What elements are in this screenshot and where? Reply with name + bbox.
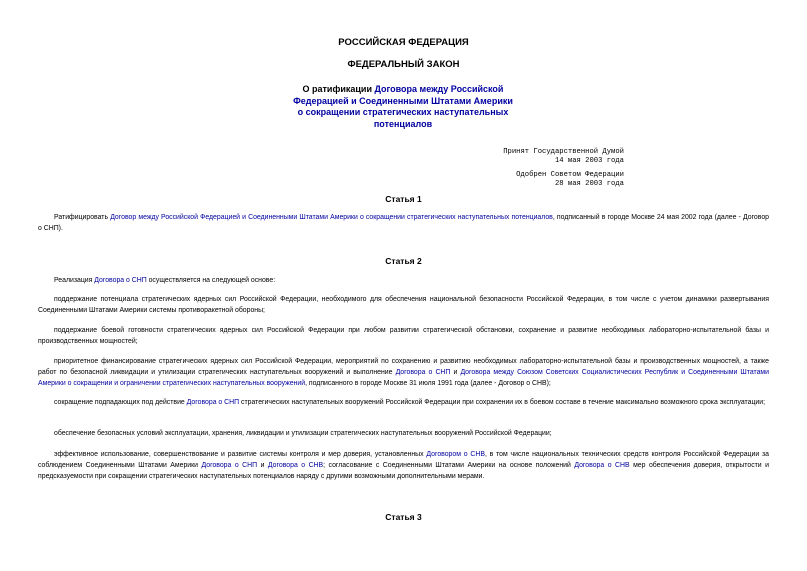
treaty-snv-link[interactable]: Договором о СНВ <box>426 451 485 458</box>
article-2-paragraph-2: поддержание потенциала стратегических ядерных сил Российской Федерации, необходимого для обеспечения национальной безопасности Российской Федерации, в том числе с учетом динамики развертывания Соединенными Штатами Америки системы противоракетной обороны; <box>38 296 769 315</box>
law-title-prefix: О ратификации <box>302 84 375 94</box>
law-title <box>290 84 516 130</box>
text: , подписанный в городе Москве 24 мая 2002 года (далее - Договор о СНП). <box>38 214 770 233</box>
country-heading: РОССИЙСКАЯ ФЕДЕРАЦИЯ <box>338 37 469 48</box>
text: осуществляется на следующей основе: <box>146 277 276 284</box>
article-2-paragraph-7 <box>38 449 769 483</box>
article-2-heading: Статья 2 <box>385 256 422 266</box>
article-1-heading: Статья 1 <box>385 194 422 204</box>
law-type-heading: ФЕДЕРАЛЬНЫЙ ЗАКОН <box>347 59 460 70</box>
treaty-snv-link[interactable]: Договора между Союзом Советских Социалистических Республик и Соединенными Штатами Америки о сокращении и ограничении стратегических наступательных вооружений <box>38 369 769 388</box>
duma-adoption-line: Принят Государственной Думой <box>503 148 624 156</box>
text: сокращение подпадающих под действие <box>54 399 187 406</box>
text: и <box>257 462 268 470</box>
text: Ратифицировать <box>54 214 111 221</box>
article-2-paragraph-4 <box>38 356 769 390</box>
treaty-snp-link[interactable]: Договора о СНП <box>186 399 240 406</box>
treaty-snp-link[interactable]: Договора о СНП <box>201 462 258 470</box>
treaty-snv-link[interactable]: Договора о СНВ <box>574 462 630 470</box>
text: , подписанного в городе Москве 31 июля 1991 года (далее - Договор о СНВ); <box>305 380 551 388</box>
text: эффективное использование, совершенствование и развитие системы контроля и мер доверия, установленных <box>54 451 427 458</box>
text: приоритетное финансирование стратегических ядерных сил Российской Федерации, мероприятий по сохранению и развитию необходимых лабораторно-испытательной базы и производственных мощностей, а также работ по безопасной ликвидации и утилизации стратегических наступательных вооружений и выполнение <box>38 358 769 377</box>
article-2-paragraph-3: поддержание боевой готовности стратегических ядерных сил Российской Федерации при любом развитии стратегической обстановки, сохранение и развитие необходимых лабораторно-испытательной базы и производственных мощностей; <box>38 327 769 346</box>
text: , в том числе национальных технических средств контроля Российской Федерации за соблюдением Соединенными Штатами Америки <box>38 451 769 470</box>
text: и <box>450 369 461 377</box>
treaty-snp-link[interactable]: Договор между Российской Федерацией и Соединенными Штатами Америки о сокращении стратегических наступательных потенциалов <box>110 214 553 221</box>
duma-adoption-note <box>420 148 624 165</box>
council-approval-line: Одобрен Советом Федерации <box>516 171 624 179</box>
article-2-paragraph-6: обеспечение безопасных условий эксплуатации, хранения, ликвидации и утилизации стратегических наступательных вооружений Российской Федерации; <box>54 430 552 437</box>
council-approval-date: 28 мая 2003 года <box>554 179 624 188</box>
article-1-paragraph <box>38 212 769 234</box>
text: ; согласование с Соединенными Штатами Америки на основе положений <box>323 462 575 470</box>
duma-adoption-date: 14 мая 2003 года <box>554 156 624 165</box>
article-3-heading: Статья 3 <box>385 512 422 522</box>
treaty-snv-link[interactable]: Договора о СНВ <box>267 462 324 470</box>
text: стратегических наступательных вооружений Российской Федерации при сохранении их в боевом составе в течение максимально возможного срока эксплуатации; <box>239 399 766 406</box>
article-2-paragraph-1 <box>38 275 769 286</box>
law-title-link[interactable]: Договора между Российской Федерацией и Соединенными Штатами Америки о сокращении стратегических наступательных потенциалов <box>293 84 513 129</box>
treaty-snp-link[interactable]: Договора о СНП <box>395 369 451 377</box>
article-2-paragraph-5 <box>38 397 769 408</box>
text: мер обеспечения доверия, открытости и предсказуемости при сокращении стратегических наступательных потенциалов наряду с другими возможными дополнительными мерами. <box>38 462 769 481</box>
council-approval-note <box>420 171 624 188</box>
treaty-snp-link[interactable]: Договора о СНП <box>94 277 147 284</box>
text: Реализация <box>54 277 95 284</box>
